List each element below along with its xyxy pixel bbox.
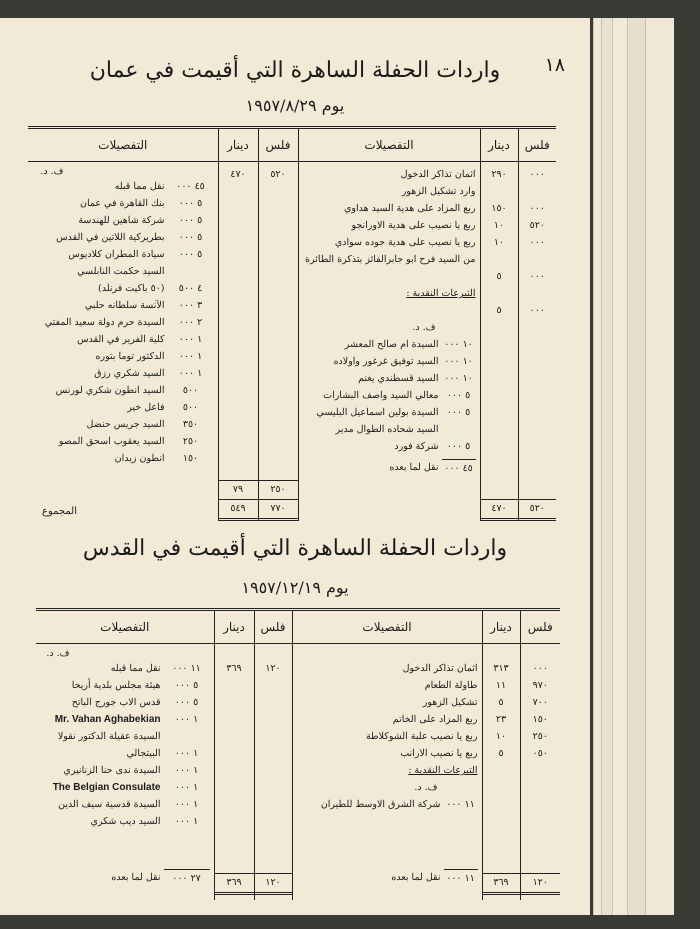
ledger-value: ٥٢٠: [270, 169, 286, 180]
donation-name: شركة شاهين للهندسة: [78, 215, 165, 226]
donation-value: ٤ ٥٠٠: [178, 283, 203, 294]
donation-name: شركة الشرق الاوسط للطيران: [320, 799, 441, 810]
jerusalem-head-fils-left: فلس: [254, 610, 292, 644]
ledger-value: ١٠: [493, 237, 505, 248]
donation-row: [38, 796, 210, 813]
ledger-value: ٢٣: [495, 714, 507, 725]
donation-row: [30, 382, 214, 399]
donation-name: السيدة ندى حنا الزنانيري: [63, 765, 161, 776]
ledger-value: ١٥٠: [532, 714, 548, 725]
amman-ledger-table: [28, 126, 556, 521]
amman-head-fils-right: فلس: [518, 128, 556, 162]
donation-value: [164, 728, 210, 745]
donation-name: السيد شكري رزق: [94, 368, 165, 379]
sub-column-header: ف. د.: [412, 322, 436, 333]
amman-right-total-spacer: [298, 476, 480, 521]
donation-name: السيدة ام صالح المعشر: [344, 339, 439, 350]
donation-value: [442, 421, 476, 438]
donation-value: ٤٥ ٠٠٠: [176, 181, 205, 192]
jerusalem-left-carry-fils: [254, 869, 292, 900]
donation-name: السيدة بولين اسماعيل البليسي: [316, 407, 439, 418]
donation-row: [30, 178, 214, 195]
jerusalem-right-dinar-column: [482, 644, 520, 869]
donations-header: التبرعات النقدية :: [406, 288, 476, 299]
carry-forward-dinar: ٣٦٩: [215, 873, 254, 895]
amman-head-details-right: التفصيلات: [298, 128, 480, 162]
donation-value: ١٠ ٠٠٠: [444, 339, 473, 350]
donation-value: ٥ ٠٠٠: [174, 697, 199, 708]
donation-name: Mr. Vahan Aghabekian: [54, 714, 161, 725]
carry-forward-label: نقل لما بعده: [391, 871, 441, 883]
total-value: ٤٧٠: [481, 499, 518, 521]
donation-value: ٥ ٠٠٠: [446, 390, 471, 401]
jerusalem-head-dinar-left: دينار: [214, 610, 254, 644]
ledger-item: طاولة الطعام: [424, 680, 478, 691]
ledger-value: [481, 251, 518, 268]
carry-forward-row: [38, 869, 210, 887]
donation-row: [38, 745, 210, 762]
jerusalem-right-carry-cell: [292, 869, 482, 900]
ledger-page: [0, 18, 590, 915]
carry-forward-value: ١١ ٠٠٠: [444, 869, 478, 887]
donation-row: [38, 694, 210, 711]
donations-header: التبرعات النقدية :: [408, 765, 478, 776]
amman-left-fils-column: [258, 162, 298, 477]
ledger-value: ٢٩٠: [491, 169, 507, 180]
donation-row: [30, 348, 214, 365]
donation-value: ١ ٠٠٠: [174, 765, 199, 776]
donation-row: [30, 365, 214, 382]
amman-right-total-fils: [518, 476, 556, 521]
donation-row: [38, 779, 210, 796]
ledger-value: ٠٠٠: [529, 305, 545, 316]
donation-row: [301, 370, 476, 387]
donation-value: ١ ٠٠٠: [174, 816, 199, 827]
ledger-item: ربع يا نصيب على هدية جوده سوادي: [334, 237, 476, 248]
ledger-value: ٥: [496, 271, 502, 282]
donation-value: ٥ ٠٠٠: [178, 232, 203, 243]
donation-row: [301, 438, 476, 455]
ledger-item: ربع يا نصيب على هدية الاورانجو: [351, 220, 476, 231]
donation-name: السيدة قدسية سيف الدين: [58, 799, 161, 810]
ledger-item: من السيد فرح ابو جابرالفائز بتذكرة الطائرة: [304, 254, 476, 265]
donation-value: ١٠ ٠٠٠: [444, 373, 473, 384]
ledger-item: ربع المزاد على هدية السيد هداوي: [343, 203, 476, 214]
donation-name: السيد ديب شكري: [90, 816, 161, 827]
jerusalem-right-details-column: [292, 644, 482, 869]
donation-value: ١ ٠٠٠: [178, 334, 203, 345]
donation-value: [168, 263, 214, 280]
donation-row: [30, 229, 214, 246]
carry-forward-row: [295, 869, 478, 887]
page-number: ١٨: [544, 54, 565, 76]
ledger-value: ٩٧٠: [532, 680, 548, 691]
donation-value: ١ ٠٠٠: [174, 782, 199, 793]
donation-name: The Belgian Consulate: [52, 782, 161, 793]
donation-row: [295, 796, 478, 813]
donation-value: ٢ ٠٠٠: [178, 317, 203, 328]
donation-row: [30, 195, 214, 212]
ledger-value: ٣٦٩: [226, 663, 242, 674]
donation-name: نقل مما قبله: [114, 181, 165, 192]
donation-name: شركة فورد: [394, 441, 439, 452]
donation-row: [38, 711, 210, 728]
amman-right-details-column: [298, 162, 480, 477]
ledger-item: اثمان تذاكر الدخول: [400, 169, 476, 180]
jerusalem-left-fils-column: [254, 644, 292, 869]
ledger-value: ٧٠٠: [532, 697, 548, 708]
ledger-item: تشكيل الزهور: [422, 697, 478, 708]
ledger-value: [519, 183, 557, 200]
donation-value: ٥ ٠٠٠: [178, 249, 203, 260]
donation-name: السيدة عقيلة الدكتور نقولا: [57, 731, 161, 742]
donation-name: السيد قسطندي يغنم: [358, 373, 439, 384]
ledger-item: [301, 268, 476, 285]
amman-title: واردات الحفلة الساهرة التي أقيمت في عمان: [89, 58, 501, 83]
donation-row: [38, 660, 210, 677]
amman-total-label-cell: [28, 476, 218, 521]
donation-value: ١ ٠٠٠: [174, 799, 199, 810]
donation-row: [30, 280, 214, 297]
donation-value: ١٠ ٠٠٠: [444, 356, 473, 367]
donation-row: [301, 353, 476, 370]
ledger-item: اثمان تذاكر الدخول: [402, 663, 478, 674]
ledger-value: ٠٠٠: [529, 169, 545, 180]
donation-row: [38, 813, 210, 830]
jerusalem-right-carry-fils: [520, 869, 560, 900]
jerusalem-head-dinar-right: دينار: [482, 610, 520, 644]
carry-forward-fils: ١٢٠: [255, 873, 292, 895]
page-stack-edge: [645, 18, 674, 915]
ledger-value: ٠٠٠: [529, 203, 545, 214]
donation-value: ٥٠٠: [182, 402, 199, 413]
amman-head-dinar-right: دينار: [480, 128, 518, 162]
ledger-value: [519, 285, 557, 302]
donation-row: [30, 433, 214, 450]
total-label: المجموع: [42, 506, 77, 517]
donation-value: ٢٥٠: [182, 436, 199, 447]
amman-right-total-dinar: [480, 476, 518, 521]
donation-row: [30, 297, 214, 314]
donation-name: الدكتور توما بتوره: [95, 351, 165, 362]
ledger-item: [301, 302, 476, 319]
ledger-value: ٤٧٠: [230, 169, 246, 180]
jerusalem-title: واردات الحفلة الساهرة التي أقيمت في القدس: [82, 536, 508, 561]
donation-row: [30, 450, 214, 467]
carry-forward-value: ٢٧ ٠٠٠: [164, 869, 210, 887]
carry-forward-fils: ١٢٠: [521, 873, 561, 895]
amman-head-details-left: التفصيلات: [28, 128, 218, 162]
carry-forward-label: نقل لما بعده: [111, 871, 161, 883]
donation-value: ٥ ٠٠٠: [178, 198, 203, 209]
ledger-value: ١٢٠: [265, 663, 281, 674]
donation-row: [301, 387, 476, 404]
total-value: ٥٢٠: [519, 499, 557, 521]
ledger-value: [481, 285, 518, 302]
donation-value: ١١ ٠٠٠: [446, 799, 475, 810]
donation-value: ١١ ٠٠٠: [172, 663, 201, 674]
ledger-value: ٠٥٠: [532, 748, 548, 759]
amman-right-dinar-column: [480, 162, 518, 477]
donation-name: بطريركية اللاتين في القدس: [56, 232, 165, 243]
jerusalem-left-carry-dinar: [214, 869, 254, 900]
amman-left-dinar-column: [218, 162, 258, 477]
ledger-value: ١٠: [495, 731, 507, 742]
jerusalem-left-dinar-column: [214, 644, 254, 869]
donation-name: السيدة حرم دولة سعيد المفتي: [44, 317, 165, 328]
ledger-item: ربع المزاد على الخاتم: [392, 714, 478, 725]
donation-name: بنك القاهرة في عمان: [79, 198, 165, 209]
amman-date: يوم ١٩٥٧/٨/٢٩: [245, 96, 345, 115]
ledger-item: وارد تشكيل الزهور: [401, 186, 476, 197]
amman-left-details-column: [28, 162, 218, 477]
ledger-value: [519, 251, 557, 268]
donation-name: السيد توفيق غرغور واولاده: [333, 356, 439, 367]
ledger-value: ٥: [498, 748, 504, 759]
jerusalem-date: يوم ١٩٥٧/١٢/١٩: [241, 578, 349, 597]
amman-head-fils-left: فلس: [258, 128, 298, 162]
jerusalem-head-fils-right: فلس: [520, 610, 560, 644]
carry-forward-dinar: ٣٦٩: [483, 873, 520, 895]
ledger-value: ٥: [498, 697, 504, 708]
carry-forward-row: [301, 459, 476, 476]
ledger-item: ربع يا نصيب الارانب: [400, 748, 478, 759]
jerusalem-head-details-right: التفصيلات: [292, 610, 482, 644]
donation-value: ١ ٠٠٠: [174, 714, 199, 725]
donation-name: السيد حكمت النابلسي: [77, 266, 165, 277]
ledger-value: ٥٢٠: [529, 220, 545, 231]
donation-name: كلية الفرير في القدس: [76, 334, 165, 345]
donation-name: قدس الاب جورج الباتح: [71, 697, 161, 708]
carry-forward-value: ٤٥ ٠٠٠: [442, 459, 476, 476]
donation-row: [30, 212, 214, 229]
donation-row: [30, 263, 214, 280]
donation-row: [301, 404, 476, 421]
donation-value: ٣٥٠: [182, 419, 199, 430]
donation-value: ١ ٠٠٠: [178, 368, 203, 379]
amman-right-fils-column: [518, 162, 556, 477]
sum-value: ٧٩: [219, 480, 258, 499]
jerusalem-right-fils-column: [520, 644, 560, 869]
ledger-value: [481, 183, 518, 200]
sub-column-header: ف. د.: [414, 782, 438, 793]
donation-name: البيتجالي: [126, 748, 161, 759]
ledger-value: ١١: [495, 680, 507, 691]
donation-name: السيد شحاده الطوال مدير: [335, 424, 439, 435]
ledger-value: ١٥٠: [491, 203, 507, 214]
donation-value: ٥ ٠٠٠: [446, 407, 471, 418]
donation-row: [38, 728, 210, 745]
donation-name: الآنسة سلطانه حلبي: [84, 300, 165, 311]
donation-row: [30, 314, 214, 331]
donation-name: انطون زيدان: [114, 453, 165, 464]
carry-forward-label: نقل لما بعده: [389, 462, 439, 473]
donation-row: [30, 416, 214, 433]
donation-name: (٥٠ باكيت فرنلد): [98, 283, 165, 294]
donation-name: السيد جريس حنضل: [86, 419, 165, 430]
donation-value: ١ ٠٠٠: [178, 351, 203, 362]
amman-left-sum-dinar: [218, 476, 258, 521]
donation-value: ٣ ٠٠٠: [178, 300, 203, 311]
donation-row: [30, 399, 214, 416]
donation-name: هيئة مجلس بلدية أريحا: [71, 680, 161, 691]
donation-name: السيد يعقوب اسحق المصو: [58, 436, 165, 447]
donation-row: [301, 421, 476, 438]
sub-column-header: ف. د.: [46, 648, 70, 659]
donation-value: ١٥٠: [182, 453, 199, 464]
amman-head-dinar-left: دينار: [218, 128, 258, 162]
donation-value: ٥ ٠٠٠: [446, 441, 471, 452]
donation-row: [30, 246, 214, 263]
donation-value: ٥ ٠٠٠: [178, 215, 203, 226]
ledger-item: ربع يا نصيب علبة الشوكلاطة: [365, 731, 478, 742]
jerusalem-head-details-left: التفصيلات: [36, 610, 214, 644]
donation-value: ٥ ٠٠٠: [174, 680, 199, 691]
total-value: ٥٤٩: [219, 499, 258, 521]
ledger-value: ٠٠٠: [532, 663, 548, 674]
donation-name: نقل مما قبله: [110, 663, 161, 674]
total-value: ٧٧٠: [259, 499, 298, 521]
ledger-value: ٠٠٠: [529, 237, 545, 248]
donation-row: [30, 331, 214, 348]
jerusalem-left-carry-cell: [36, 869, 214, 900]
jerusalem-left-details-column: [36, 644, 214, 869]
donation-name: سيادة المطران كلاديوس: [68, 249, 165, 260]
ledger-value: ٠٠٠: [529, 271, 545, 282]
amman-left-sum-fils: [258, 476, 298, 521]
sum-value: ٢٥٠: [259, 480, 298, 499]
donation-value: ٥٠٠: [182, 385, 199, 396]
donation-name: السيد انطون شكري لورنس: [55, 385, 165, 396]
donation-name: فاعل خير: [127, 402, 165, 413]
jerusalem-right-carry-dinar: [482, 869, 520, 900]
donation-row: [38, 677, 210, 694]
donation-row: [301, 336, 476, 353]
sub-column-header: ف. د.: [40, 166, 64, 177]
ledger-value: ٥: [496, 305, 502, 316]
jerusalem-ledger-table: [36, 608, 560, 900]
ledger-value: ٣١٣: [493, 663, 509, 674]
ledger-value: ١٠: [493, 220, 505, 231]
donation-name: معالي السيد واصف البشارات: [323, 390, 439, 401]
donation-value: ١ ٠٠٠: [174, 748, 199, 759]
donation-row: [38, 762, 210, 779]
ledger-value: ٢٥٠: [532, 731, 548, 742]
